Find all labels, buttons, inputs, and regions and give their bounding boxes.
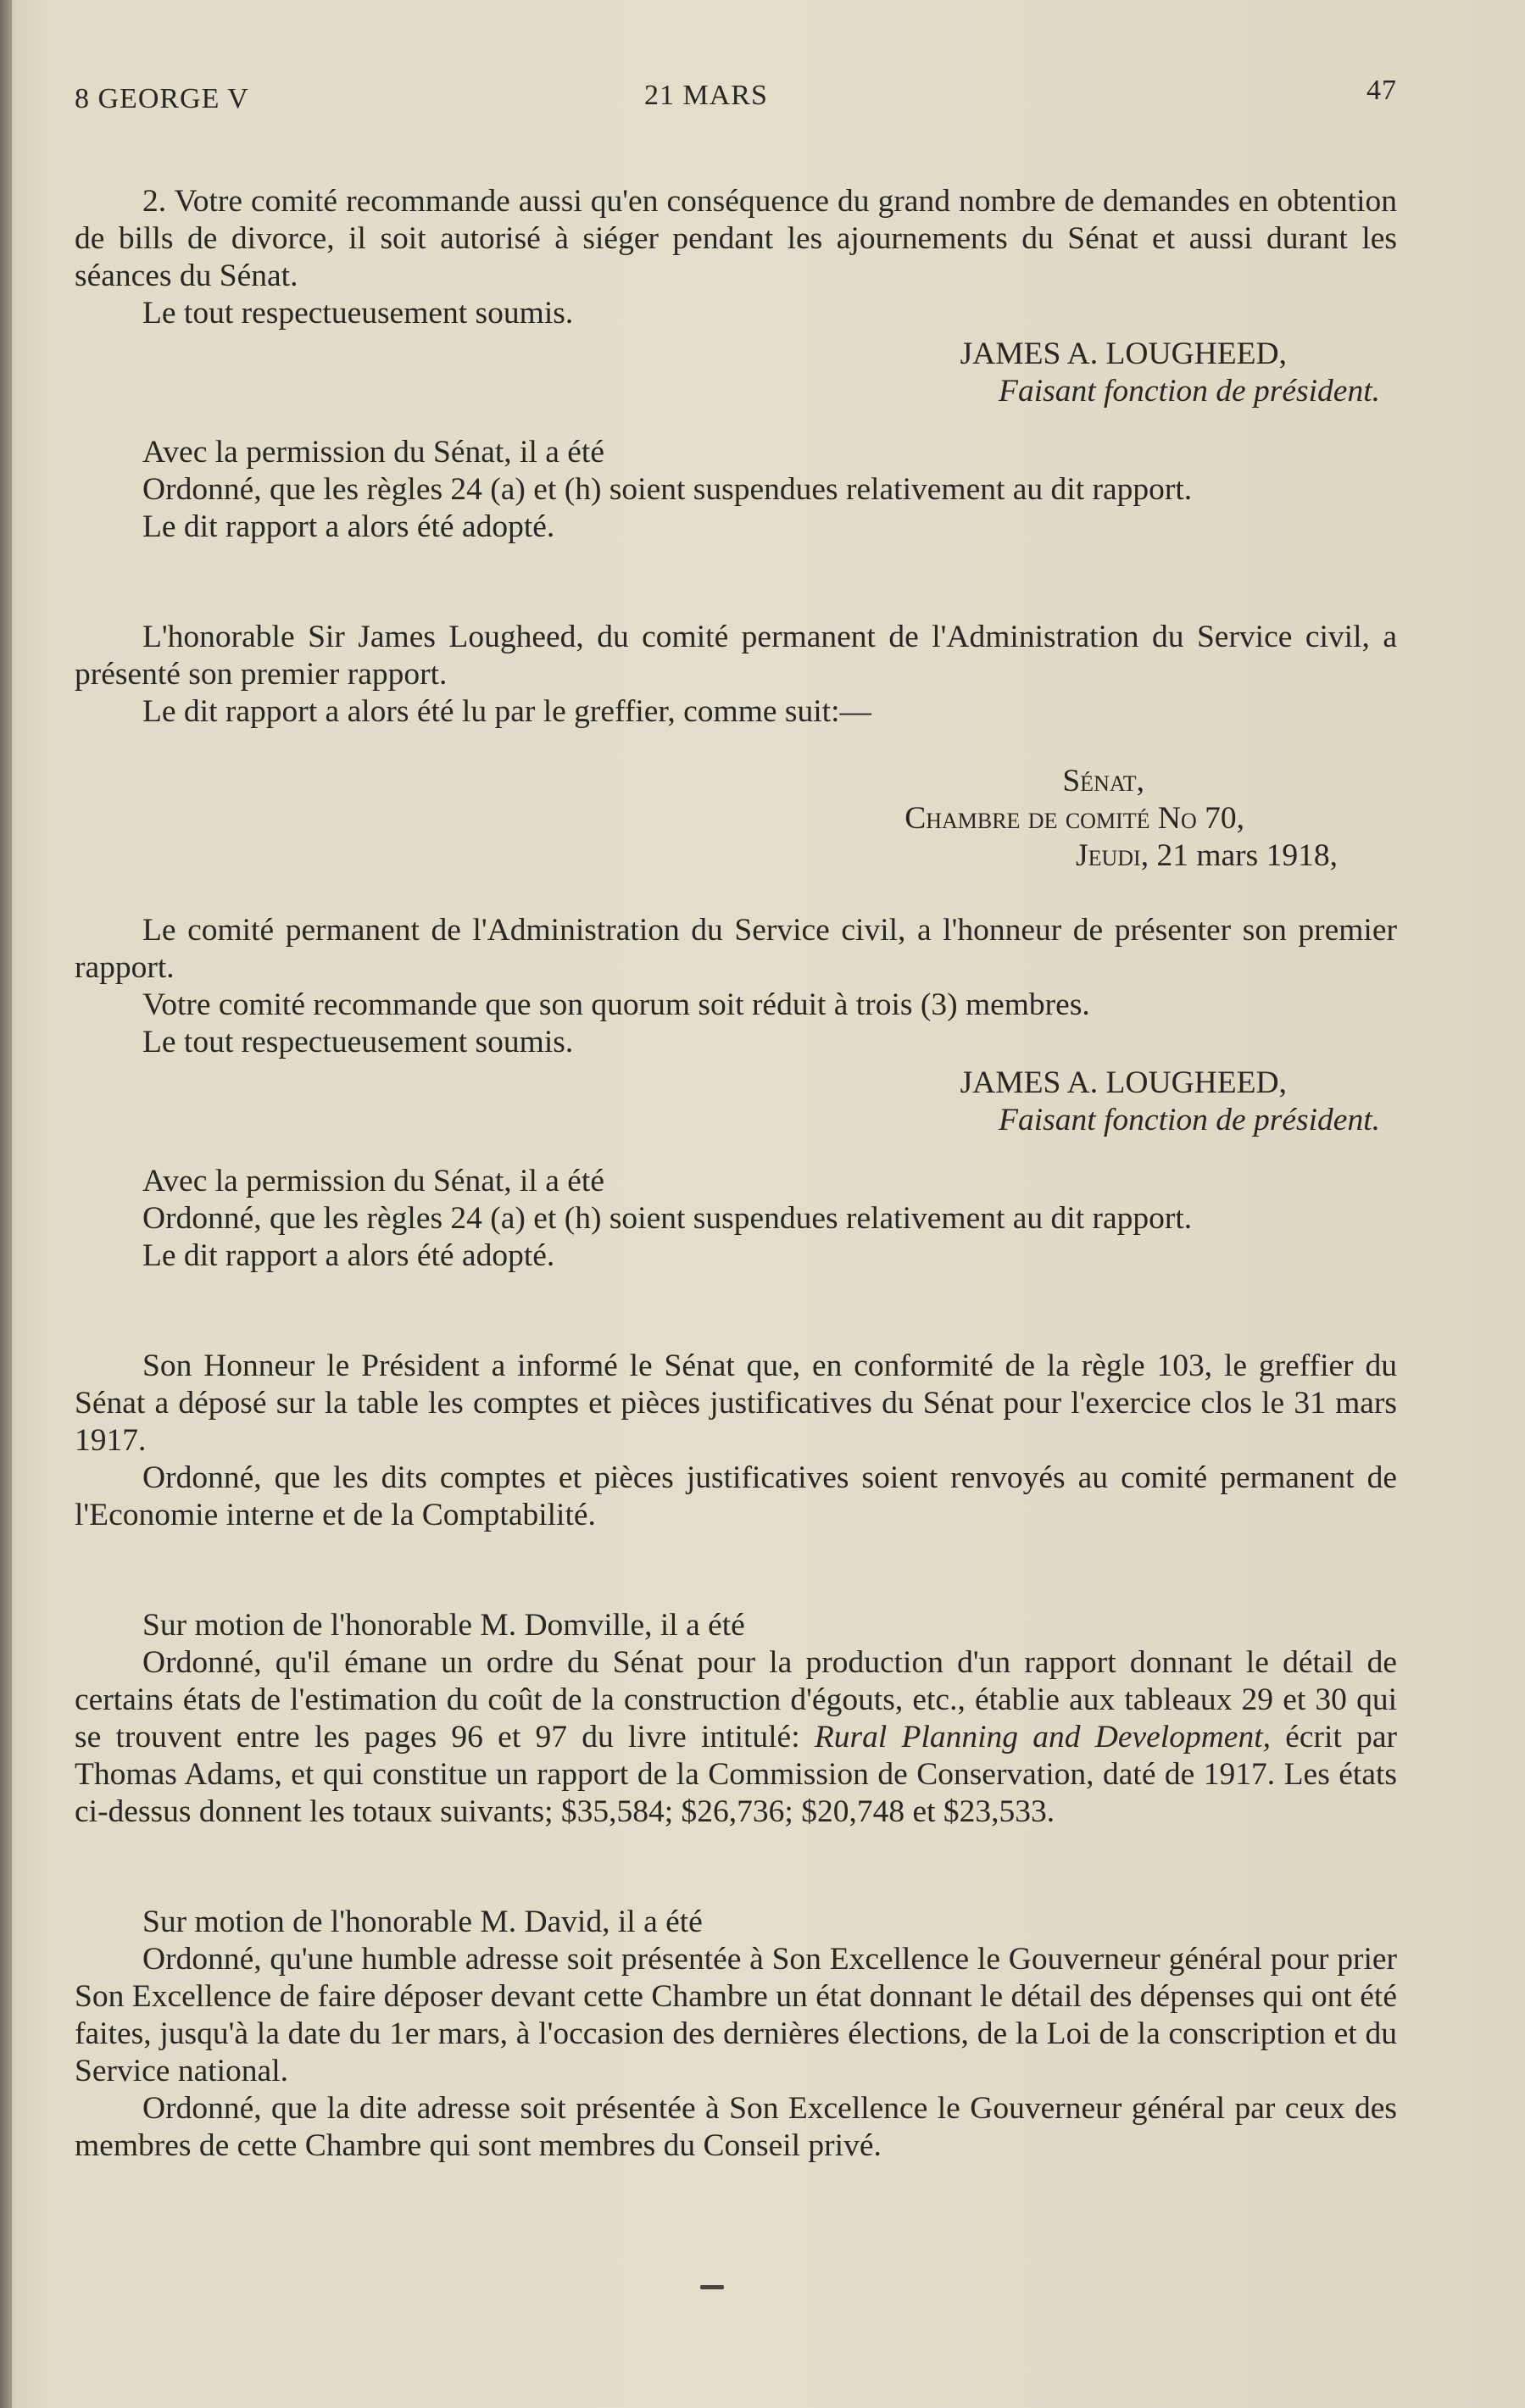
order-paragraph: Ordonné, qu'il émane un ordre du Sénat pour la production d'un rapport donnant le détail de certains états de l'estimation du coût de la construction d'égouts, etc., établie aux tableaux 29 et 30 qui se trouvent entre les pages 96 et 97 du livre intitulé: Rural Planning and Development, écrit par Thomas Adams, et qui constitue un rapport de la Commission de Conservation, daté de 1917. Les états ci-dessus donnent les totaux suivants; $35,584; $26,736; $20,748 et $23,533.	[75, 1645, 1397, 1829]
adoption-line: Le dit rapport a alors été adopté.	[142, 509, 555, 544]
signature-block	[75, 336, 1397, 410]
accounts-tabled-section	[75, 1348, 1397, 1534]
page-number: 47	[1366, 75, 1397, 106]
dateline-room: Chambre de comité No 70,	[904, 801, 1244, 836]
submission-line: Le tout respectueusement soumis.	[142, 296, 574, 331]
motion-line: Sur motion de l'honorable M. Domville, il a été	[142, 1608, 745, 1643]
speaker-statement: Son Honneur le Président a informé le Sénat que, en conformité de la règle 103, le greffier du Sénat a déposé sur la table les comptes et pièces justificatives du Sénat pour l'exercice clos le 31 mars 1917.	[75, 1349, 1397, 1458]
signature-block	[75, 1065, 1397, 1139]
report-dateline	[75, 763, 1397, 875]
book-title: Rural Planning and Development,	[814, 1720, 1271, 1755]
signatory-name: JAMES A. LOUGHEED,	[960, 1065, 1287, 1100]
report-paragraph: Le comité permanent de l'Administration du Service civil, a l'honneur de présenter son premier rapport.	[75, 913, 1397, 985]
permission-line: Avec la permission du Sénat, il a été	[142, 435, 604, 470]
page-binding-edge	[0, 0, 12, 2408]
quorum-recommendation: Votre comité recommande que son quorum soit réduit à trois (3) membres.	[142, 987, 1090, 1022]
david-motion-section	[75, 1904, 1397, 2165]
referral-order: Ordonné, que les dits comptes et pièces justificatives soient renvoyés au comité permanent de l'Economie interne et de la Comptabilité.	[75, 1460, 1397, 1532]
presentation-paragraph: L'honorable Sir James Lougheed, du comité permanent de l'Administration du Service civil, a présenté son premier rapport.	[75, 620, 1397, 692]
order-paragraph: Ordonné, que les règles 24 (a) et (h) soient suspendues relativement au dit rapport.	[142, 1201, 1193, 1236]
signatory-title: Faisant fonction de président.	[999, 374, 1380, 409]
motion-line: Sur motion de l'honorable M. David, il a été	[142, 1905, 703, 1939]
permission-line: Avec la permission du Sénat, il a été	[142, 1164, 604, 1198]
submission-line: Le tout respectueusement soumis.	[142, 1025, 574, 1059]
signatory-title: Faisant fonction de président.	[999, 1103, 1380, 1137]
report-paragraph: 2. Votre comité recommande aussi qu'en conséquence du grand nombre de demandes en obtention de bills de divorce, il soit autorisé à siéger pendant les ajournements du Sénat et aussi durant les séances du Sénat.	[75, 184, 1397, 293]
address-order: Ordonné, qu'une humble adresse soit présentée à Son Excellence le Gouverneur général pour prier Son Excellence de faire déposer devant cette Chambre un état donnant le détail des dépenses qui ont été faites, jusqu'à la date du 1er mars, à l'occasion des dernières élections, de la Loi de la conscription et du Service national.	[75, 1942, 1397, 2088]
dateline-date: Jeudi, 21 mars 1918,	[1076, 838, 1338, 873]
running-header	[75, 75, 1397, 134]
signatory-name: JAMES A. LOUGHEED,	[960, 336, 1287, 371]
reading-line: Le dit rapport a alors été lu par le greffier, comme suit:—	[142, 694, 871, 729]
divorce-committee-report-section	[75, 183, 1397, 546]
header-date: 21 MARS	[644, 80, 768, 111]
page-body	[75, 183, 1397, 2165]
civil-service-committee-section	[75, 619, 1397, 1275]
adoption-line: Le dit rapport a alors été adopté.	[142, 1238, 555, 1273]
presentation-order: Ordonné, que la dite adresse soit présentée à Son Excellence le Gouverneur général par ceux des membres de cette Chambre qui sont membres du Conseil privé.	[75, 2091, 1397, 2163]
header-regnal-year: 8 GEORGE V	[75, 83, 249, 114]
order-paragraph: Ordonné, que les règles 24 (a) et (h) soient suspendues relativement au dit rapport.	[142, 472, 1193, 507]
dateline-senate: Sénat,	[1062, 764, 1144, 798]
end-rule	[700, 2285, 724, 2289]
domville-motion-section	[75, 1607, 1397, 1831]
